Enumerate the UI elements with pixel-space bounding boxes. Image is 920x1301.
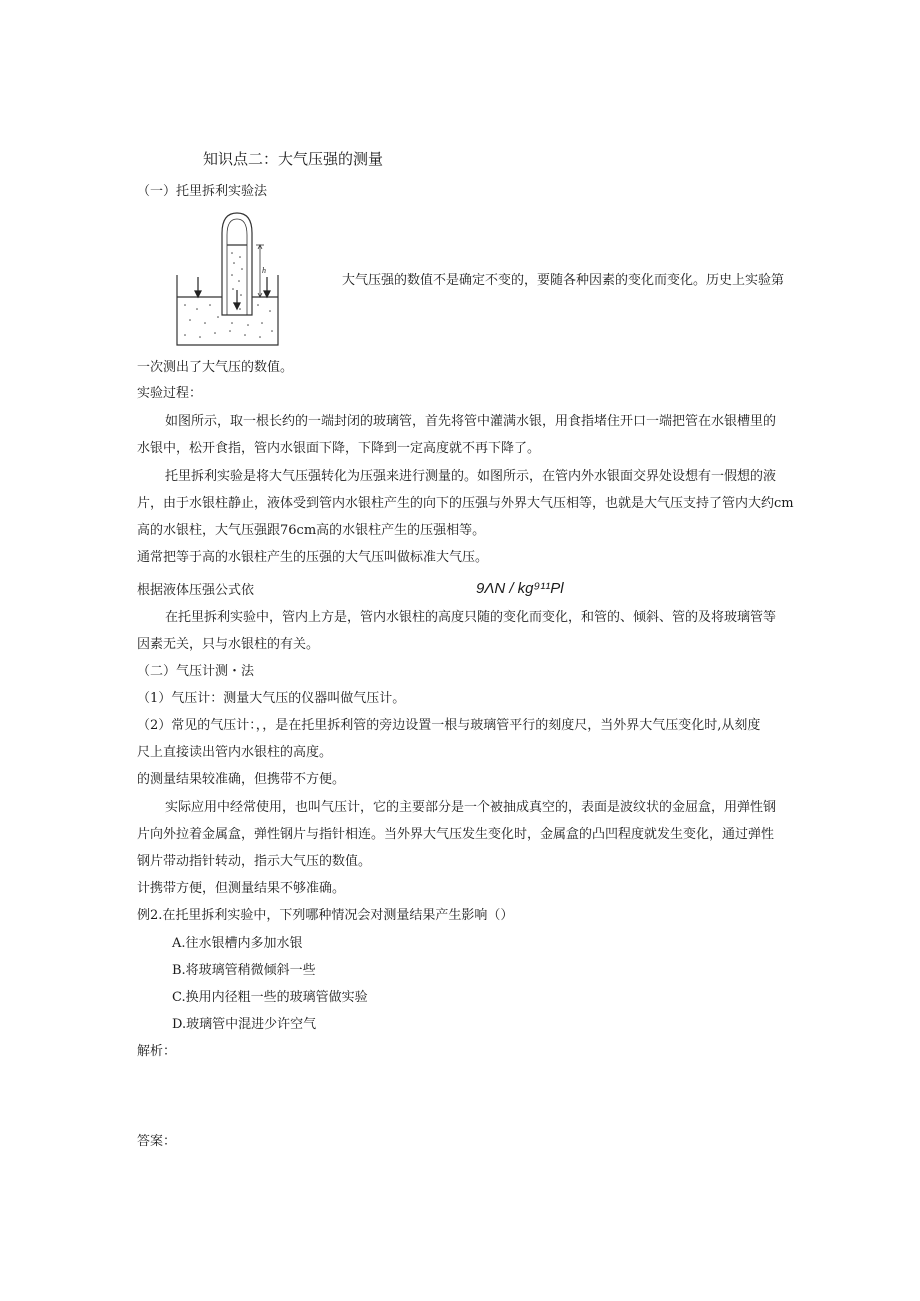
para1-line-1: 如图所示，取一根长约的一端封闭的玻璃管，首先将管中灌满水银，用食指堵住开口一端把管在水银槽里的 <box>165 414 777 429</box>
para2-line-3: 高的水银柱，大气压强跟76cm高的水银柱产生的压强相等。 <box>137 523 486 538</box>
analysis-label: 解析： <box>137 1044 177 1059</box>
para2-line-2: 片，由于水银柱静止，液体受到管内水银柱产生的向下的压强与外界大气压相等，也就是大气压支持了管内大约cm <box>137 496 794 511</box>
para4-line-2: 片向外拉着金属盒，弹性钢片与指针相连。当外界大气压发生变化时，金属盒的凸凹程度就发生变化，通过弹性 <box>137 827 775 842</box>
item-2-line-1: （2）常见的气压计：，，是在托里拆利管的旁边设置一根与玻璃管平行的刻度尺，当外界大气压变化时,从刻度 <box>137 718 761 733</box>
mercury-in-trough <box>184 304 273 338</box>
mercury-trough <box>177 275 278 345</box>
item-1: （1）气压计：测量大气压的仪器叫做气压计。 <box>137 691 406 706</box>
para4-line-1: 实际应用中经常使用，也叫气压计，它的主要部分是一个被抽成真空的，表面是波纹状的金屈盒，用弹性钢 <box>165 800 777 815</box>
standard-pressure-line: 通常把等于高的水银柱产生的压强的大气压叫做标准大气压。 <box>137 550 489 565</box>
measure-line: 的测量结果较准确，但携带不方便。 <box>137 772 346 787</box>
height-label: h <box>262 266 266 275</box>
formula-label: 根据液体压强公式依 <box>137 583 255 598</box>
pressure-arrows <box>195 277 270 309</box>
para3-line-1: 在托里拆利实验中，管内上方是，管内水银柱的高度只随的变化而变化，和管的、倾斜、管的及将玻璃管等 <box>165 610 777 625</box>
para3-line-2: 因素无关，只与水银柱的有关。 <box>137 637 320 652</box>
intro-line-1: 大气压强的数值不是确定不变的，要随各种因素的变化而变化。历史上实验第 <box>342 273 785 288</box>
example-question: 例2.在托里拆利实验中，下列哪种情况会对测量结果产生影响（） <box>137 908 514 923</box>
option-c: C.换用内径粗一些的玻璃管做实验 <box>172 990 368 1005</box>
option-a: A.往水银槽内多加水银 <box>172 936 303 951</box>
section-title-barometer: （二）气压计测・法 <box>137 664 255 679</box>
intro-line-2: 一次测出了大气压的数值。 <box>137 360 294 375</box>
option-d: D.玻璃管中混进少许空气 <box>172 1017 317 1032</box>
para1-line-2: 水银中，松开食指，管内水银面下降，下降到一定高度就不再下降了。 <box>137 441 541 456</box>
section-title-torricelli: （一）托里拆利实验法 <box>137 184 268 199</box>
formula-text: 9ΛN / kg⁹¹¹Pl <box>476 580 564 597</box>
option-b: B.将玻璃管稍微倾斜一些 <box>172 963 316 978</box>
page-heading: 知识点二：大气压强的测量 <box>203 150 384 168</box>
torricelli-experiment-figure <box>170 205 280 350</box>
para2-line-1: 托里拆利实验是将大气压强转化为压强来进行测量的。如图所示，在管内外水银面交界处设想有一假想的液 <box>165 469 777 484</box>
portable-line: 计携带方便，但测量结果不够准确。 <box>137 881 346 896</box>
process-title: 实验过程： <box>137 386 203 401</box>
item-2-line-2: 尺上直接读出管内水银柱的高度。 <box>137 745 333 760</box>
answer-label: 答案： <box>137 1134 177 1149</box>
para4-line-3: 钢片带动指针转动，指示大气压的数值。 <box>137 854 372 869</box>
